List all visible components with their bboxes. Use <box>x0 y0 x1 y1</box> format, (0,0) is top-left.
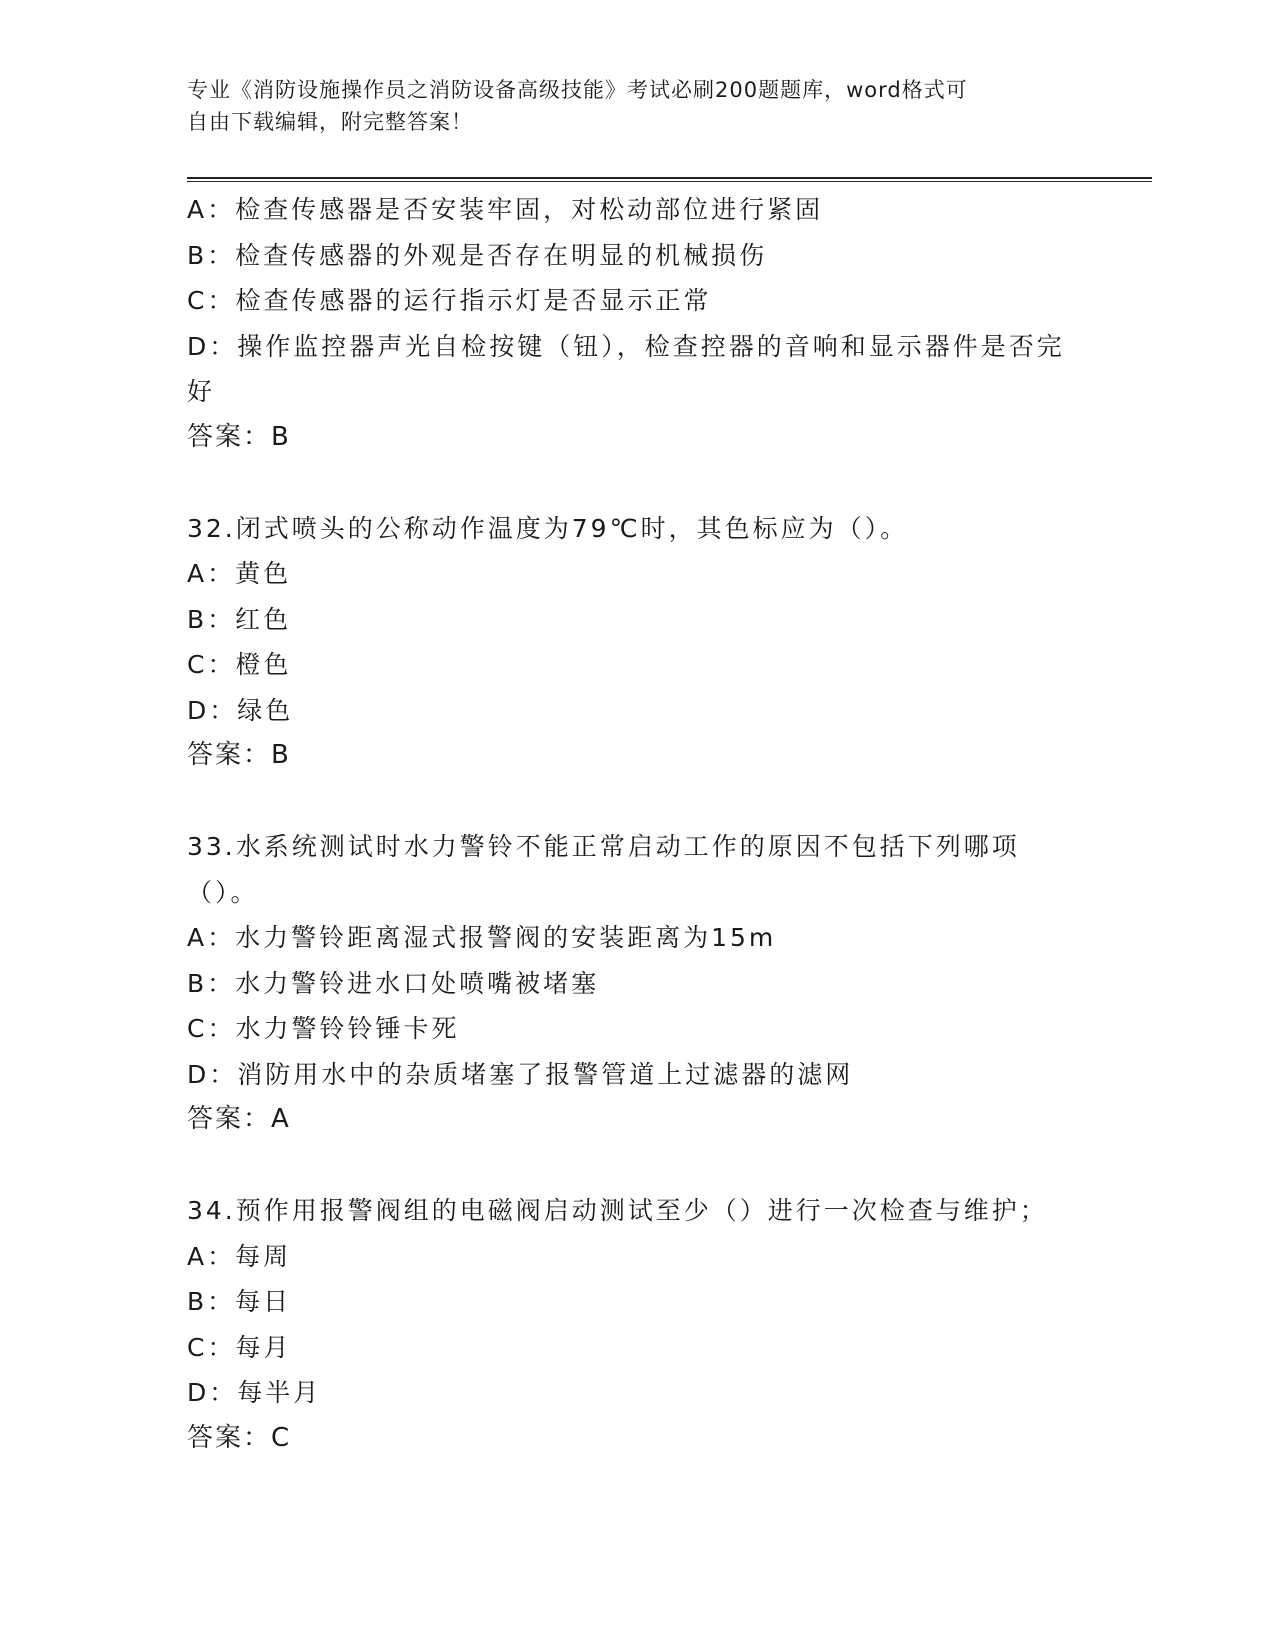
option-d: D：操作监控器声光自检按键（钮），检查控器的音响和显示器件是否完好 <box>187 331 1065 406</box>
question-block-31 <box>187 187 1087 460</box>
answer-label: 答案：A <box>187 1104 291 1134</box>
option-a: A：每周 <box>187 1241 292 1271</box>
answer-label: 答案：C <box>187 1422 292 1453</box>
page-header <box>187 74 1067 138</box>
option-a: A：黄色 <box>187 559 292 588</box>
option-c: C：每月 <box>187 1332 292 1362</box>
option-d: D：绿色 <box>187 695 294 725</box>
spacer <box>187 779 1087 825</box>
question-block-32 <box>187 506 1087 779</box>
option-c: C：检查传感器的运行指示灯是否显示正常 <box>187 286 712 315</box>
question-block-34 <box>187 1188 1087 1461</box>
question-text: 32.闭式喷头的公称动作温度为79℃时，其色标应为（）。 <box>187 513 909 543</box>
option-b: B：每日 <box>187 1287 292 1316</box>
option-a: A：检查传感器是否安装牢固，对松动部位进行紧固 <box>187 195 824 224</box>
option-c: C：水力警铃铃锤卡死 <box>187 1014 460 1043</box>
header-divider <box>187 177 1152 182</box>
option-a: A：水力警铃距离湿式报警阀的安装距离为15m <box>187 923 777 952</box>
header-line-2: 自由下载编辑，附完整答案！ <box>187 110 473 134</box>
question-text: 34.预作用报警阀组的电磁阀启动测试至少（）进行一次检查与维护； <box>187 1196 1048 1225</box>
question-text: 33.水系统测试时水力警铃不能正常启动工作的原因不包括下列哪项（）。 <box>187 832 1020 907</box>
option-b: B：水力警铃进水口处喷嘴被堵塞 <box>187 968 600 998</box>
header-line-1: 专业《消防设施操作员之消防设备高级技能》考试必刷200题题库，word格式可 <box>187 78 968 102</box>
question-block-33 <box>187 824 1087 1143</box>
answer-label: 答案：B <box>187 740 291 770</box>
option-b: B：检查传感器的外观是否存在明显的机械损伤 <box>187 240 768 270</box>
answer-label: 答案：B <box>187 421 291 452</box>
spacer <box>187 1143 1087 1189</box>
question-content <box>187 187 1087 1461</box>
option-c: C：橙色 <box>187 650 292 679</box>
option-d: D：消防用水中的杂质堵塞了报警管道上过滤器的滤网 <box>187 1059 854 1089</box>
option-d: D：每半月 <box>187 1378 322 1407</box>
option-b: B：红色 <box>187 604 292 634</box>
spacer <box>187 460 1087 506</box>
